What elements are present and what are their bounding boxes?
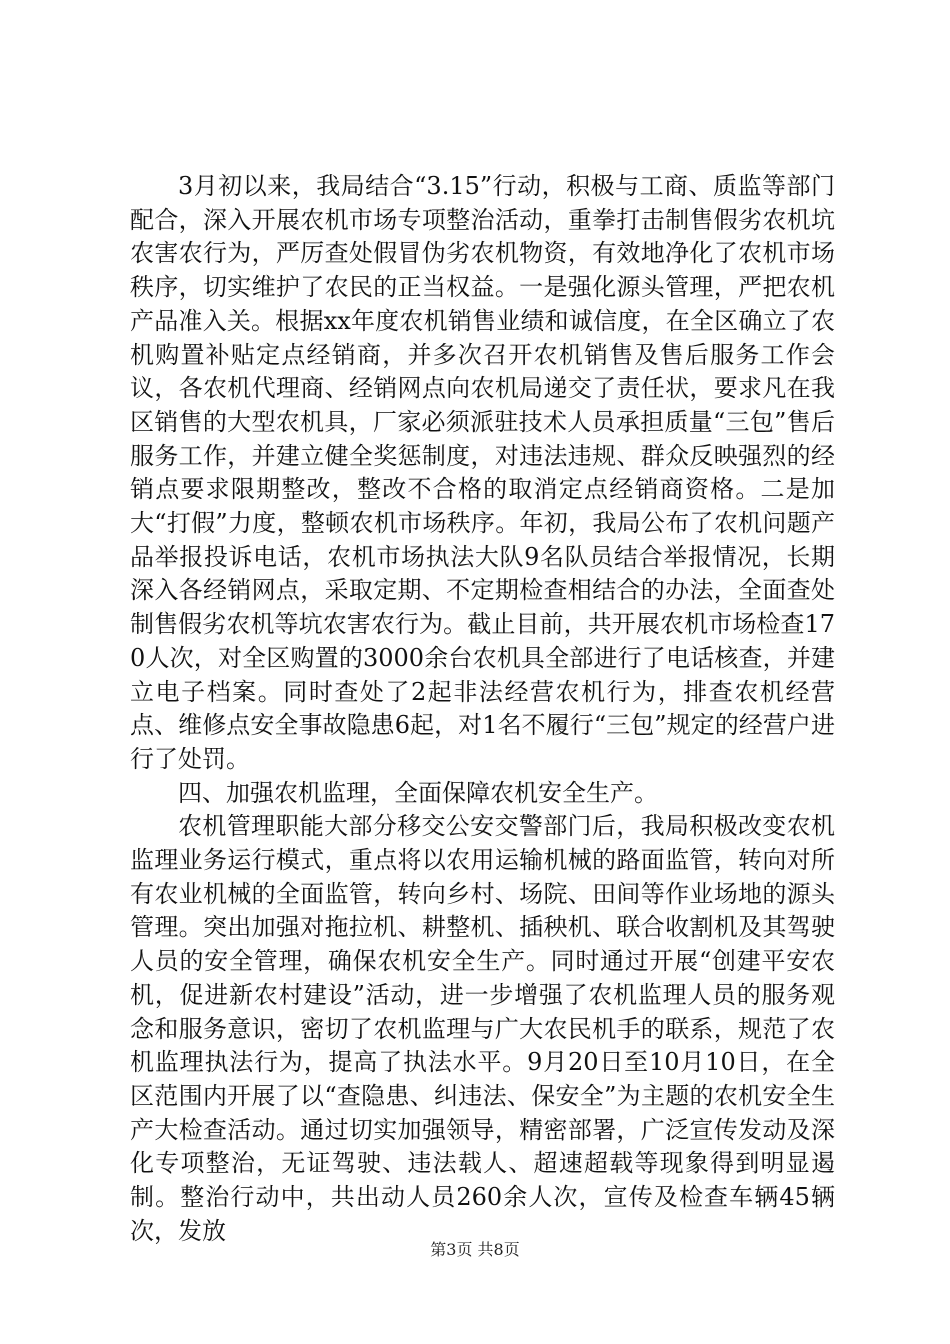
paragraph-market-rectification: 3月初以来，我局结合“3.15”行动，积极与工商、质监等部门配合，深入开展农机市场专项整治活动，重拳打击制售假劣农机坑农害农行为，严厉查处假冒伪劣农机物资，有效地净化了农机市场秩序，切实维护了农民的正当权益。一是强化源头管理，严把农机产品准入关。根据xx年度农机销售业绩和诚信度，在全区确立了农机购置补贴定点经销商，并多次召开农机销售及售后服务工作会议，各农机代理商、经销网点向农机局递交了责任状，要求凡在我区销售的大型农机具，厂家必须派驻技术人员承担质量“三包”售后服务工作，并建立健全奖惩制度，对违法违规、群众反映强烈的经销点要求限期整改，整改不合格的取消定点经销商资格。二是加大“打假”力度，整顿农机市场秩序。年初，我局公布了农机问题产品举报投诉电话，农机市场执法大队9名队员结合举报情况，长期深入各经销网点，采取定期、不定期检查相结合的办法，全面查处制售假劣农机等坑农害农行为。截止目前，共开展农机市场检查170人次，对全区购置的3000余台农机具全部进行了电话核查，并建立电子档案。同时查处了2起非法经营农机行为，排查农机经营点、维修点安全事故隐患6起，对1名不履行“三包”规定的经营户进行了处罚。	[130, 172, 835, 773]
page-number-footer: 第3页 共8页	[430, 1240, 520, 1259]
section-heading-four: 四、加强农机监理，全面保障农机安全生产。	[178, 778, 658, 807]
body-text	[130, 170, 835, 1249]
paragraph-supervision: 农机管理职能大部分移交公安交警部门后，我局积极改变农机监理业务运行模式，重点将以农用运输机械的路面监管，转向对所有农业机械的全面监管，转向乡村、场院、田间等作业场地的源头管理。突出加强对拖拉机、耕整机、插秧机、联合收割机及其驾驶人员的安全管理，确保农机安全生产。同时通过开展“创建平安农机，促进新农村建设”活动，进一步增强了农机监理人员的服务观念和服务意识，密切了农机监理与广大农民机手的联系，规范了农机监理执法行为，提高了执法水平。9月20日至10月10日，在全区范围内开展了以“查隐患、纠违法、保安全”为主题的农机安全生产大检查活动。通过切实加强领导，精密部署，广泛宣传发动及深化专项整治，无证驾驶、违法载人、超速超载等现象得到明显遏制。整治行动中，共出动人员260余人次，宣传及检查车辆45辆次，发放	[130, 812, 835, 1245]
